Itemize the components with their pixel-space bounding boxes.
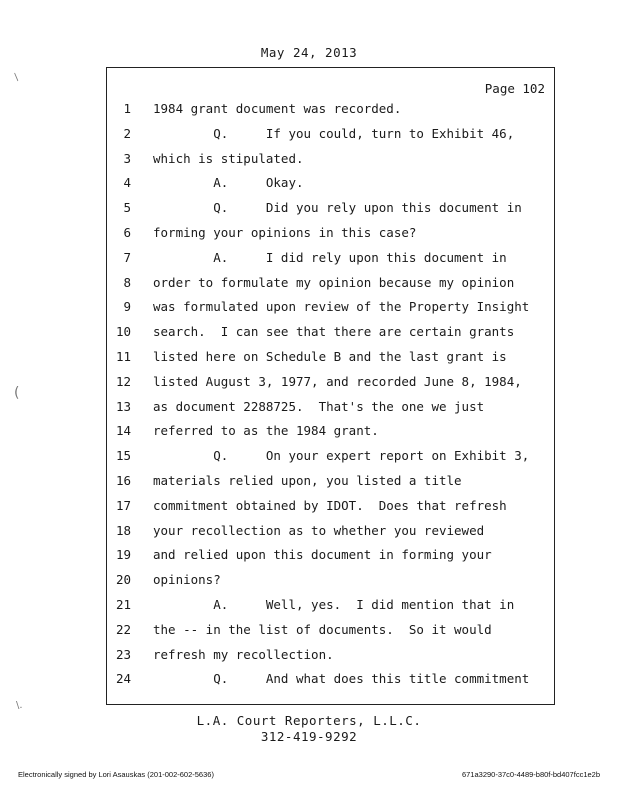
transcript-line [107, 126, 554, 144]
line-text: opinions? [153, 572, 221, 588]
line-number: 19 [115, 547, 131, 563]
scan-mark-icon: \. [16, 700, 23, 711]
line-number: 20 [115, 572, 131, 588]
transcript-line [107, 572, 554, 590]
line-text: as document 2288725. That's the one we just [153, 398, 485, 414]
transcript-line [107, 101, 554, 119]
line-number: 13 [115, 398, 131, 414]
transcript-line [107, 349, 554, 367]
line-text: refresh my recollection. [153, 646, 334, 662]
transcript-line [107, 175, 554, 193]
transcript-line [107, 547, 554, 565]
page-number: Page 102 [484, 81, 545, 96]
transcript-line [107, 299, 554, 317]
transcript-line [107, 250, 554, 268]
transcript-line [107, 200, 554, 218]
line-number: 9 [123, 299, 131, 315]
transcript-line [107, 324, 554, 342]
line-number: 7 [123, 249, 131, 265]
line-text: Q. On your expert report on Exhibit 3, [153, 448, 530, 464]
transcript-line [107, 399, 554, 417]
line-text: was formulated upon review of the Property Insight [153, 299, 530, 315]
line-text: order to formulate my opinion because my opinion [153, 274, 515, 290]
line-text: Q. If you could, turn to Exhibit 46, [153, 125, 515, 141]
line-text: your recollection as to whether you reviewed [153, 522, 485, 538]
line-text: materials relied upon, you listed a title [153, 473, 462, 488]
scan-mark-icon: / [11, 72, 22, 83]
line-text: A. Okay. [153, 175, 304, 191]
line-text: A. Well, yes. I did mention that in [153, 597, 515, 612]
line-number: 3 [123, 150, 131, 166]
transcript-line [107, 523, 554, 541]
transcript-line [107, 225, 554, 243]
document-id: 671a3290-37c0-4489-b80f-bd407fcc1e2b [461, 770, 600, 779]
footer-phone: 312-419-9292 [260, 729, 358, 744]
line-number: 23 [115, 646, 131, 662]
line-number: 8 [123, 274, 131, 290]
line-number: 15 [115, 448, 131, 464]
line-number: 2 [123, 125, 131, 141]
line-number: 16 [115, 473, 131, 488]
transcript-line [107, 275, 554, 293]
transcript-line [107, 597, 554, 615]
line-number: 10 [115, 324, 131, 340]
line-text: which is stipulated. [153, 150, 304, 166]
electronic-signature: Electronically signed by Lori Asauskas (201-002-602-5636) [18, 770, 214, 779]
line-number: 21 [115, 597, 131, 612]
line-text: Q. And what does this title commitment [153, 671, 530, 687]
line-text: listed August 3, 1977, and recorded June 8, 1984, [153, 373, 522, 389]
line-text: referred to as the 1984 grant. [153, 423, 379, 439]
line-text: the -- in the list of documents. So it would [153, 621, 492, 637]
line-text: and relied upon this document in forming your [153, 547, 492, 563]
line-text: forming your opinions in this case? [153, 225, 417, 240]
line-number: 12 [115, 373, 131, 389]
transcript-line [107, 671, 554, 689]
line-text: 1984 grant document was recorded. [153, 101, 402, 116]
transcript-line [107, 473, 554, 491]
footer-company: L.A. Court Reporters, L.L.C. [196, 713, 422, 728]
line-number: 11 [115, 349, 131, 364]
line-number: 5 [123, 200, 131, 216]
line-number: 22 [115, 621, 131, 637]
transcript-line [107, 151, 554, 169]
scan-mark-icon: ( [14, 385, 20, 401]
line-text: search. I can see that there are certain grants [153, 324, 515, 340]
line-text: Q. Did you rely upon this document in [153, 200, 522, 216]
transcript-line [107, 374, 554, 392]
line-number: 18 [115, 522, 131, 538]
header-date: May 24, 2013 [260, 45, 358, 60]
line-number: 4 [123, 175, 131, 191]
line-text: listed here on Schedule B and the last grant is [153, 349, 507, 364]
transcript-line [107, 423, 554, 441]
line-text: commitment obtained by IDOT. Does that refresh [153, 497, 507, 513]
line-number: 17 [115, 497, 131, 513]
line-number: 1 [123, 101, 131, 116]
transcript-line [107, 647, 554, 665]
transcript-page-frame [106, 67, 555, 705]
transcript-line [107, 622, 554, 640]
line-text: A. I did rely upon this document in [153, 249, 507, 265]
line-number: 24 [115, 671, 131, 687]
line-number: 14 [115, 423, 131, 439]
transcript-line [107, 448, 554, 466]
transcript-line [107, 498, 554, 516]
line-number: 6 [123, 225, 131, 240]
